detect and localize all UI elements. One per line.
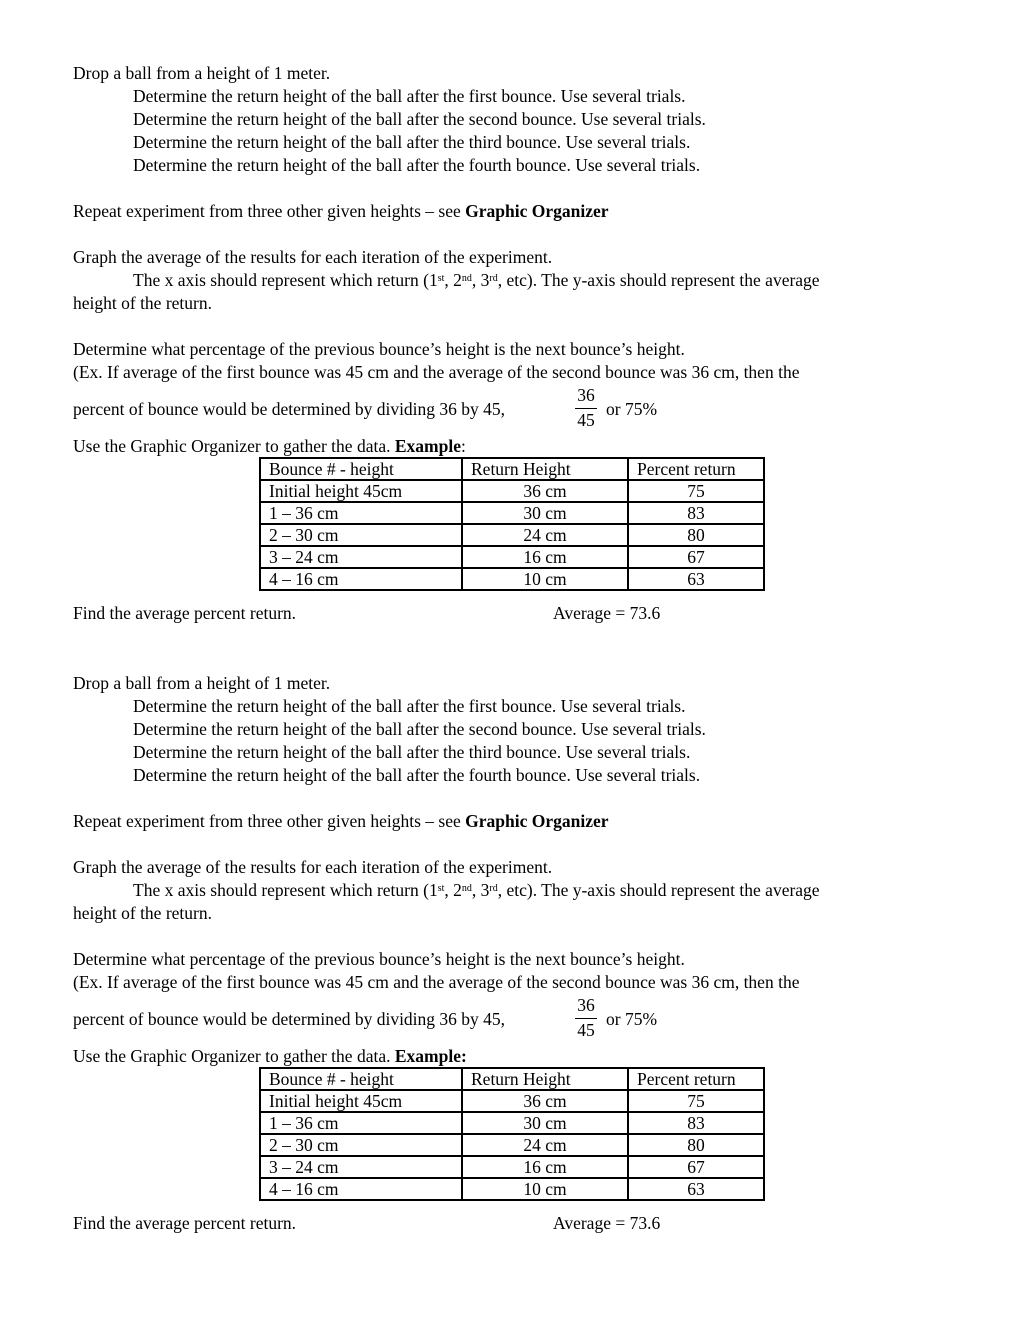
find-average-text: Find the average percent return.	[73, 603, 297, 623]
table-cell: 75	[628, 1090, 764, 1112]
table-header: Bounce # - height	[260, 458, 462, 480]
repeat-line	[73, 810, 609, 833]
percent-text: Determine what percentage of the previous bounce’s height is the next bounce’s height.	[73, 339, 685, 359]
axis-line-cont: height of the return.	[73, 903, 212, 923]
divide-text: percent of bounce would be determined by dividing 36 by 45,	[73, 1009, 506, 1029]
axis-line: The x axis should represent which return (1st, 2nd, 3rd, etc). The y-axis should represent the average	[133, 270, 820, 290]
fraction-numerator: 36	[577, 995, 595, 1015]
example-text: (Ex. If average of the first bounce was 45 cm and the average of the second bounce was 36 cm, then the	[73, 362, 800, 382]
table-cell: 80	[628, 1134, 764, 1156]
table-row	[260, 568, 764, 590]
step-4: Determine the return height of the ball after the fourth bounce. Use several trials.	[133, 765, 701, 785]
table-cell: 83	[628, 502, 764, 524]
step-1: Determine the return height of the ball after the first bounce. Use several trials.	[133, 696, 686, 716]
table-cell: 16 cm	[462, 546, 628, 568]
table-row	[260, 1134, 764, 1156]
step-1: Determine the return height of the ball after the first bounce. Use several trials.	[133, 86, 686, 106]
table-cell: 10 cm	[462, 568, 628, 590]
repeat-line	[73, 200, 609, 223]
fraction-denominator: 45	[577, 1020, 595, 1040]
example-table	[259, 457, 765, 591]
table-row	[260, 1178, 764, 1200]
table-cell: 10 cm	[462, 1178, 628, 1200]
fraction-after: or 75%	[606, 1009, 658, 1029]
table-row	[260, 546, 764, 568]
table-cell: 75	[628, 480, 764, 502]
table-cell: 2 – 30 cm	[260, 1134, 462, 1156]
table-cell: 1 – 36 cm	[260, 502, 462, 524]
axis-line: The x axis should represent which return (1st, 2nd, 3rd, etc). The y-axis should represent the average	[133, 880, 820, 900]
table-cell: 3 – 24 cm	[260, 1156, 462, 1178]
graph-text: Graph the average of the results for each iteration of the experiment.	[73, 857, 553, 877]
table-cell: 16 cm	[462, 1156, 628, 1178]
table-cell: 2 – 30 cm	[260, 524, 462, 546]
graph-text: Graph the average of the results for each iteration of the experiment.	[73, 247, 553, 267]
table-row	[260, 524, 764, 546]
intro-text: Drop a ball from a height of 1 meter.	[73, 63, 331, 83]
table-header: Return Height	[462, 1068, 628, 1090]
organizer-line: Use the Graphic Organizer to gather the data. Example:	[73, 436, 466, 456]
divide-text: percent of bounce would be determined by dividing 36 by 45,	[73, 399, 506, 419]
table-cell: 83	[628, 1112, 764, 1134]
table-cell: 36 cm	[462, 480, 628, 502]
table-row	[260, 502, 764, 524]
table-cell: Initial height 45cm	[260, 1090, 462, 1112]
table-row	[260, 480, 764, 502]
table-cell: 24 cm	[462, 1134, 628, 1156]
table-cell: 24 cm	[462, 524, 628, 546]
table-cell: Initial height 45cm	[260, 480, 462, 502]
table-cell: 3 – 24 cm	[260, 546, 462, 568]
table-header: Bounce # - height	[260, 1068, 462, 1090]
table-cell: 1 – 36 cm	[260, 1112, 462, 1134]
average-value: Average = 73.6	[553, 1213, 661, 1233]
table-cell: 63	[628, 1178, 764, 1200]
table-cell: 30 cm	[462, 1112, 628, 1134]
table-row	[260, 1112, 764, 1134]
table-header-row	[260, 458, 764, 480]
table-header: Percent return	[628, 458, 764, 480]
fraction-denominator: 45	[577, 410, 595, 430]
percent-text: Determine what percentage of the previous bounce’s height is the next bounce’s height.	[73, 949, 685, 969]
graphic-organizer-ref: Graphic Organizer	[465, 811, 609, 831]
table-header: Percent return	[628, 1068, 764, 1090]
step-3: Determine the return height of the ball after the third bounce. Use several trials.	[133, 132, 691, 152]
repeat-text: Repeat experiment from three other given heights – see	[73, 201, 466, 221]
example-text: (Ex. If average of the first bounce was 45 cm and the average of the second bounce was 36 cm, then the	[73, 972, 800, 992]
table-cell: 36 cm	[462, 1090, 628, 1112]
step-3: Determine the return height of the ball after the third bounce. Use several trials.	[133, 742, 691, 762]
graphic-organizer-ref: Graphic Organizer	[465, 201, 609, 221]
table-row	[260, 1090, 764, 1112]
table-cell: 67	[628, 1156, 764, 1178]
organizer-line: Use the Graphic Organizer to gather the data. Example:	[73, 1046, 467, 1066]
table-cell: 63	[628, 568, 764, 590]
table-cell: 67	[628, 546, 764, 568]
table-header-row	[260, 1068, 764, 1090]
table-cell: 30 cm	[462, 502, 628, 524]
intro-text: Drop a ball from a height of 1 meter.	[73, 673, 331, 693]
table-header: Return Height	[462, 458, 628, 480]
step-4: Determine the return height of the ball after the fourth bounce. Use several trials.	[133, 155, 701, 175]
average-value: Average = 73.6	[553, 603, 661, 623]
fraction-after: or 75%	[606, 399, 658, 419]
step-2: Determine the return height of the ball after the second bounce. Use several trials.	[133, 109, 706, 129]
table-cell: 80	[628, 524, 764, 546]
axis-line-cont: height of the return.	[73, 293, 212, 313]
step-2: Determine the return height of the ball after the second bounce. Use several trials.	[133, 719, 706, 739]
find-average-text: Find the average percent return.	[73, 1213, 297, 1233]
example-table	[259, 1067, 765, 1201]
fraction-numerator: 36	[577, 385, 595, 405]
table-row	[260, 1156, 764, 1178]
table-cell: 4 – 16 cm	[260, 1178, 462, 1200]
table-cell: 4 – 16 cm	[260, 568, 462, 590]
repeat-text: Repeat experiment from three other given heights – see	[73, 811, 466, 831]
